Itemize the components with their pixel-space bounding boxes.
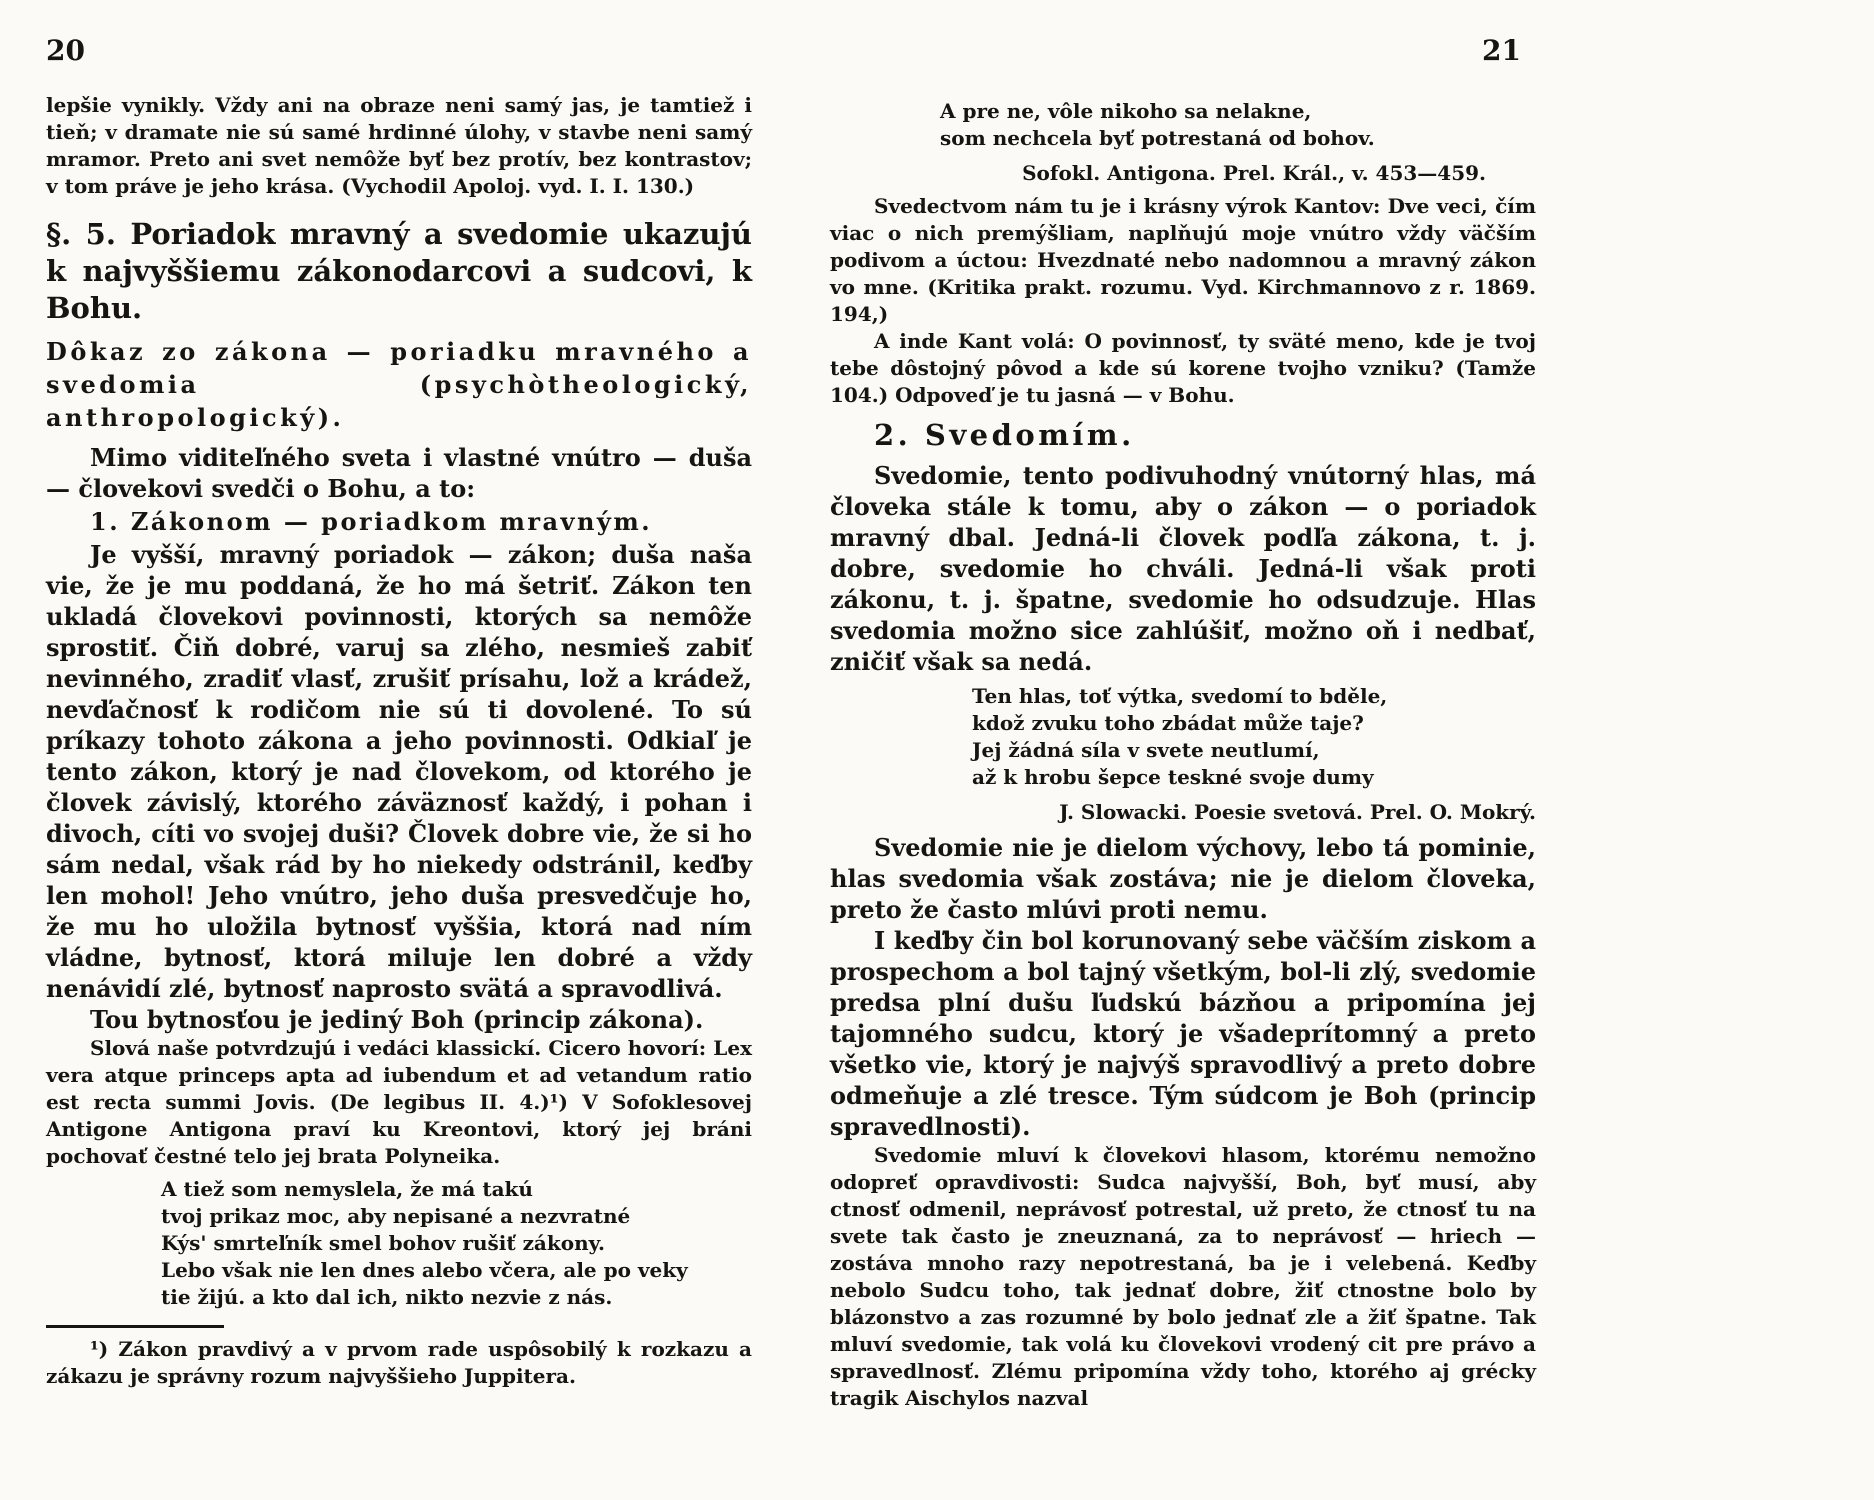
small-note-kant-2: A inde Kant volá: O povinnosť, ty sväté meno, kde je tvoj tebe dôstojný pôvod a kde sú korene tvojho vzniku? (Tamže 104.) Odpoveď je tu jasná — v Bohu. <box>830 329 1536 407</box>
intro-continuation-paragraph: lepšie vynikly. Vždy ani na obraze neni samý jas, je tamtiež i tieň; v dramate nie sú samé hrdinné úlohy, v stavbe neni samý mramor. Preto ani svet nemôže byť bez protív, bez kontrastov; v tom práve je jeho krása. (Vychodil Apoloj. vyd. I. I. 130.) <box>46 93 752 198</box>
small-note-bottom: Svedomie mluví k človekovi hlasom, ktorému nemožno odopreť opravdivosti: Sudca najvyšší, Boh, byť musí, aby ctnosť odmenil, neprávosť potrestal, už preto, že ctnosť tu na svete tak často je zneuznaná, za to neprávosť — hriech — zostáva mnoho razy nepotrestaná, ba je i velebená. Keďby nebolo Sudcu toho, tak jednať dobre, žiť ctnostne bolo by blázonstvo a zas rozumné by bolo jednať zle a žiť špatne. Tak mluví svedomie, tak volá ku človekovi vrodený cit pre právo a spravedlnosť. Zlému pripomína vždy toho, ktorého aj grécky tragik Aischylos nazval <box>830 1143 1536 1410</box>
verse-line: som nechcela byť potrestaná od bohov. <box>940 126 1375 150</box>
section-subheading: Dôkaz zo zákona — poriadku mravného a svedomia (psychòtheologický, anthropologický). <box>46 337 752 432</box>
footnote-divider <box>46 1325 224 1328</box>
paragraph-svedomie-2: Svedomie nie je dielom výchovy, lebo tá pominie, hlas svedomia však zostáva; nie je dielom človeka, preto že často mlúvi proti nemu. <box>830 833 1536 924</box>
verse-line: Ten hlas, toť výtka, svedomí to bděle, <box>972 684 1388 708</box>
verse-line: Lebo však nie len dnes alebo včera, ale po veky <box>161 1258 688 1282</box>
verse-line: Kýs' smrteľník smel bohov rušiť zákony. <box>161 1231 605 1255</box>
verse-attribution-slowacki: J. Slowacki. Poesie svetová. Prel. O. Mokrý. <box>1059 800 1536 824</box>
verse-line: A tiež som nemyslela, že má takú <box>161 1177 533 1201</box>
verse-line: Jej žádná síla v svete neutlumí, <box>972 738 1320 762</box>
verse-attribution-sofokles: Sofokl. Antigona. Prel. Král., v. 453—459. <box>1022 161 1486 185</box>
verse-line: A pre ne, vôle nikoho sa nelakne, <box>940 99 1312 123</box>
paragraph-svedomie-1: Svedomie, tento podivuhodný vnútorný hlas, má človeka stále k tomu, aby o zákon — o poriadok mravný dbal. Jedná-li človek podľa zákona, t. j. dobre, svedomie ho chváli. Jedná-li však proti zákonu, t. j. špatne, svedomie ho odsudzuje. Hlas svedomia možno sice zahlúšiť, možno oň i nedbať, zničiť však sa nedá. <box>830 461 1536 676</box>
paragraph-svedomie-3: I keďby čin bol korunovaný sebe väčším ziskom a prospechom a bol tajný všetkým, bol-li zlý, svedomie predsa plní dušu ľudskú bázňou a pripomína jej tajomného sudcu, ktorý je všadeprítomný a preto všetko vie, ktorý je najvýš spravodlivý a preto dobre odmeňuje a zlé tresce. Tým súdcom je Boh (princip spravedlnosti). <box>830 926 1536 1141</box>
verse-quote-sofokles <box>940 98 1536 152</box>
small-note-kant-1: Svedectvom nám tu je i krásny výrok Kantov: Dve veci, čím viac o nich premýšliam, naplňujú moje vnútro vždy väčším podivom a úctou: Hvezdnaté nebo nadomnou a mravný zákon vo mne. (Kritika prakt. rozumu. Vyd. Kirchmannovo z r. 1869. 194,) <box>830 194 1536 326</box>
small-note-cicero: Slová naše potvrdzujú i vedáci klassickí. Cicero hovorí: Lex vera atque princeps apta ad iubendum et ad vetandum ratio est recta summi Jovis. (De legibus II. 4.)¹) V Sofoklesovej Antigone Antigona praví ku Kreontovi, ktorý jej bráni pochovať čestné telo jej brata Polyneika. <box>46 1036 752 1168</box>
paragraph-conclusion: Tou bytnosťou je jediný Boh (princip zákona). <box>90 1005 704 1034</box>
verse-line: tvoj prikaz moc, aby nepisané a nezvratné <box>161 1204 631 1228</box>
list-item-zakonom: 1. Zákonom — poriadkom mravným. <box>90 507 653 536</box>
verse-quote-antigona <box>161 1176 752 1311</box>
section-heading-svedomim: 2. Svedomím. <box>874 418 1135 452</box>
page-number-right: 21 <box>1482 34 1521 67</box>
paragraph-mimo: Mimo viditeľného sveta i vlastné vnútro — duša — človekovi svedči o Bohu, a to: <box>46 443 752 503</box>
verse-line: tie žijú. a kto dal ich, nikto nezvie z nás. <box>161 1285 613 1309</box>
verse-quote-slowacki <box>972 683 1536 791</box>
page-right-column <box>830 92 1536 1412</box>
page-left-column <box>46 92 752 1390</box>
paragraph-main: Je vyšší, mravný poriadok — zákon; duša naša vie, že je mu poddaná, že ho má šetriť. Zákon ten ukladá človekovi povinnosti, ktorých sa nemôže sprostiť. Čiň dobré, varuj sa zlého, nesmieš zabiť nevinného, zradiť vlasť, zrušiť prísahu, lož a krádež, nevďačnosť k rodičom nie sú ti dovolené. To sú príkazy tohoto zákona a jeho povinnosti. Odkiaľ je tento zákon, ktorý je nad človekom, od ktorého je človek závislý, ktorého záväznosť každý, i pohan i divoch, cíti vo svojej duši? Človek dobre vie, že si ho sám nedal, však rád by ho niekedy odstránil, keďby len mohol! Jeho vnútro, jeho duša presvedčuje ho, že mu ho uložila bytnosť vyššia, ktorá nad ním vládne, bytnosť, ktorá miluje len dobré a vždy nenávidí zlé, bytnosť naprosto svätá a spravodlivá. <box>46 540 752 1003</box>
page-number-left: 20 <box>46 34 85 67</box>
footnote-text: ¹) Zákon pravdivý a v prvom rade uspôsobilý k rozkazu a zákazu je správny rozum najvyššieho Juppitera. <box>46 1337 752 1388</box>
verse-line: až k hrobu šepce teskné svoje dumy <box>972 765 1374 789</box>
verse-line: kdož zvuku toho zbádat může taje? <box>972 711 1364 735</box>
section-heading: §. 5. Poriadok mravný a svedomie ukazujú k najvyššiemu zákonodarcovi a sudcovi, k Bohu. <box>46 217 752 325</box>
